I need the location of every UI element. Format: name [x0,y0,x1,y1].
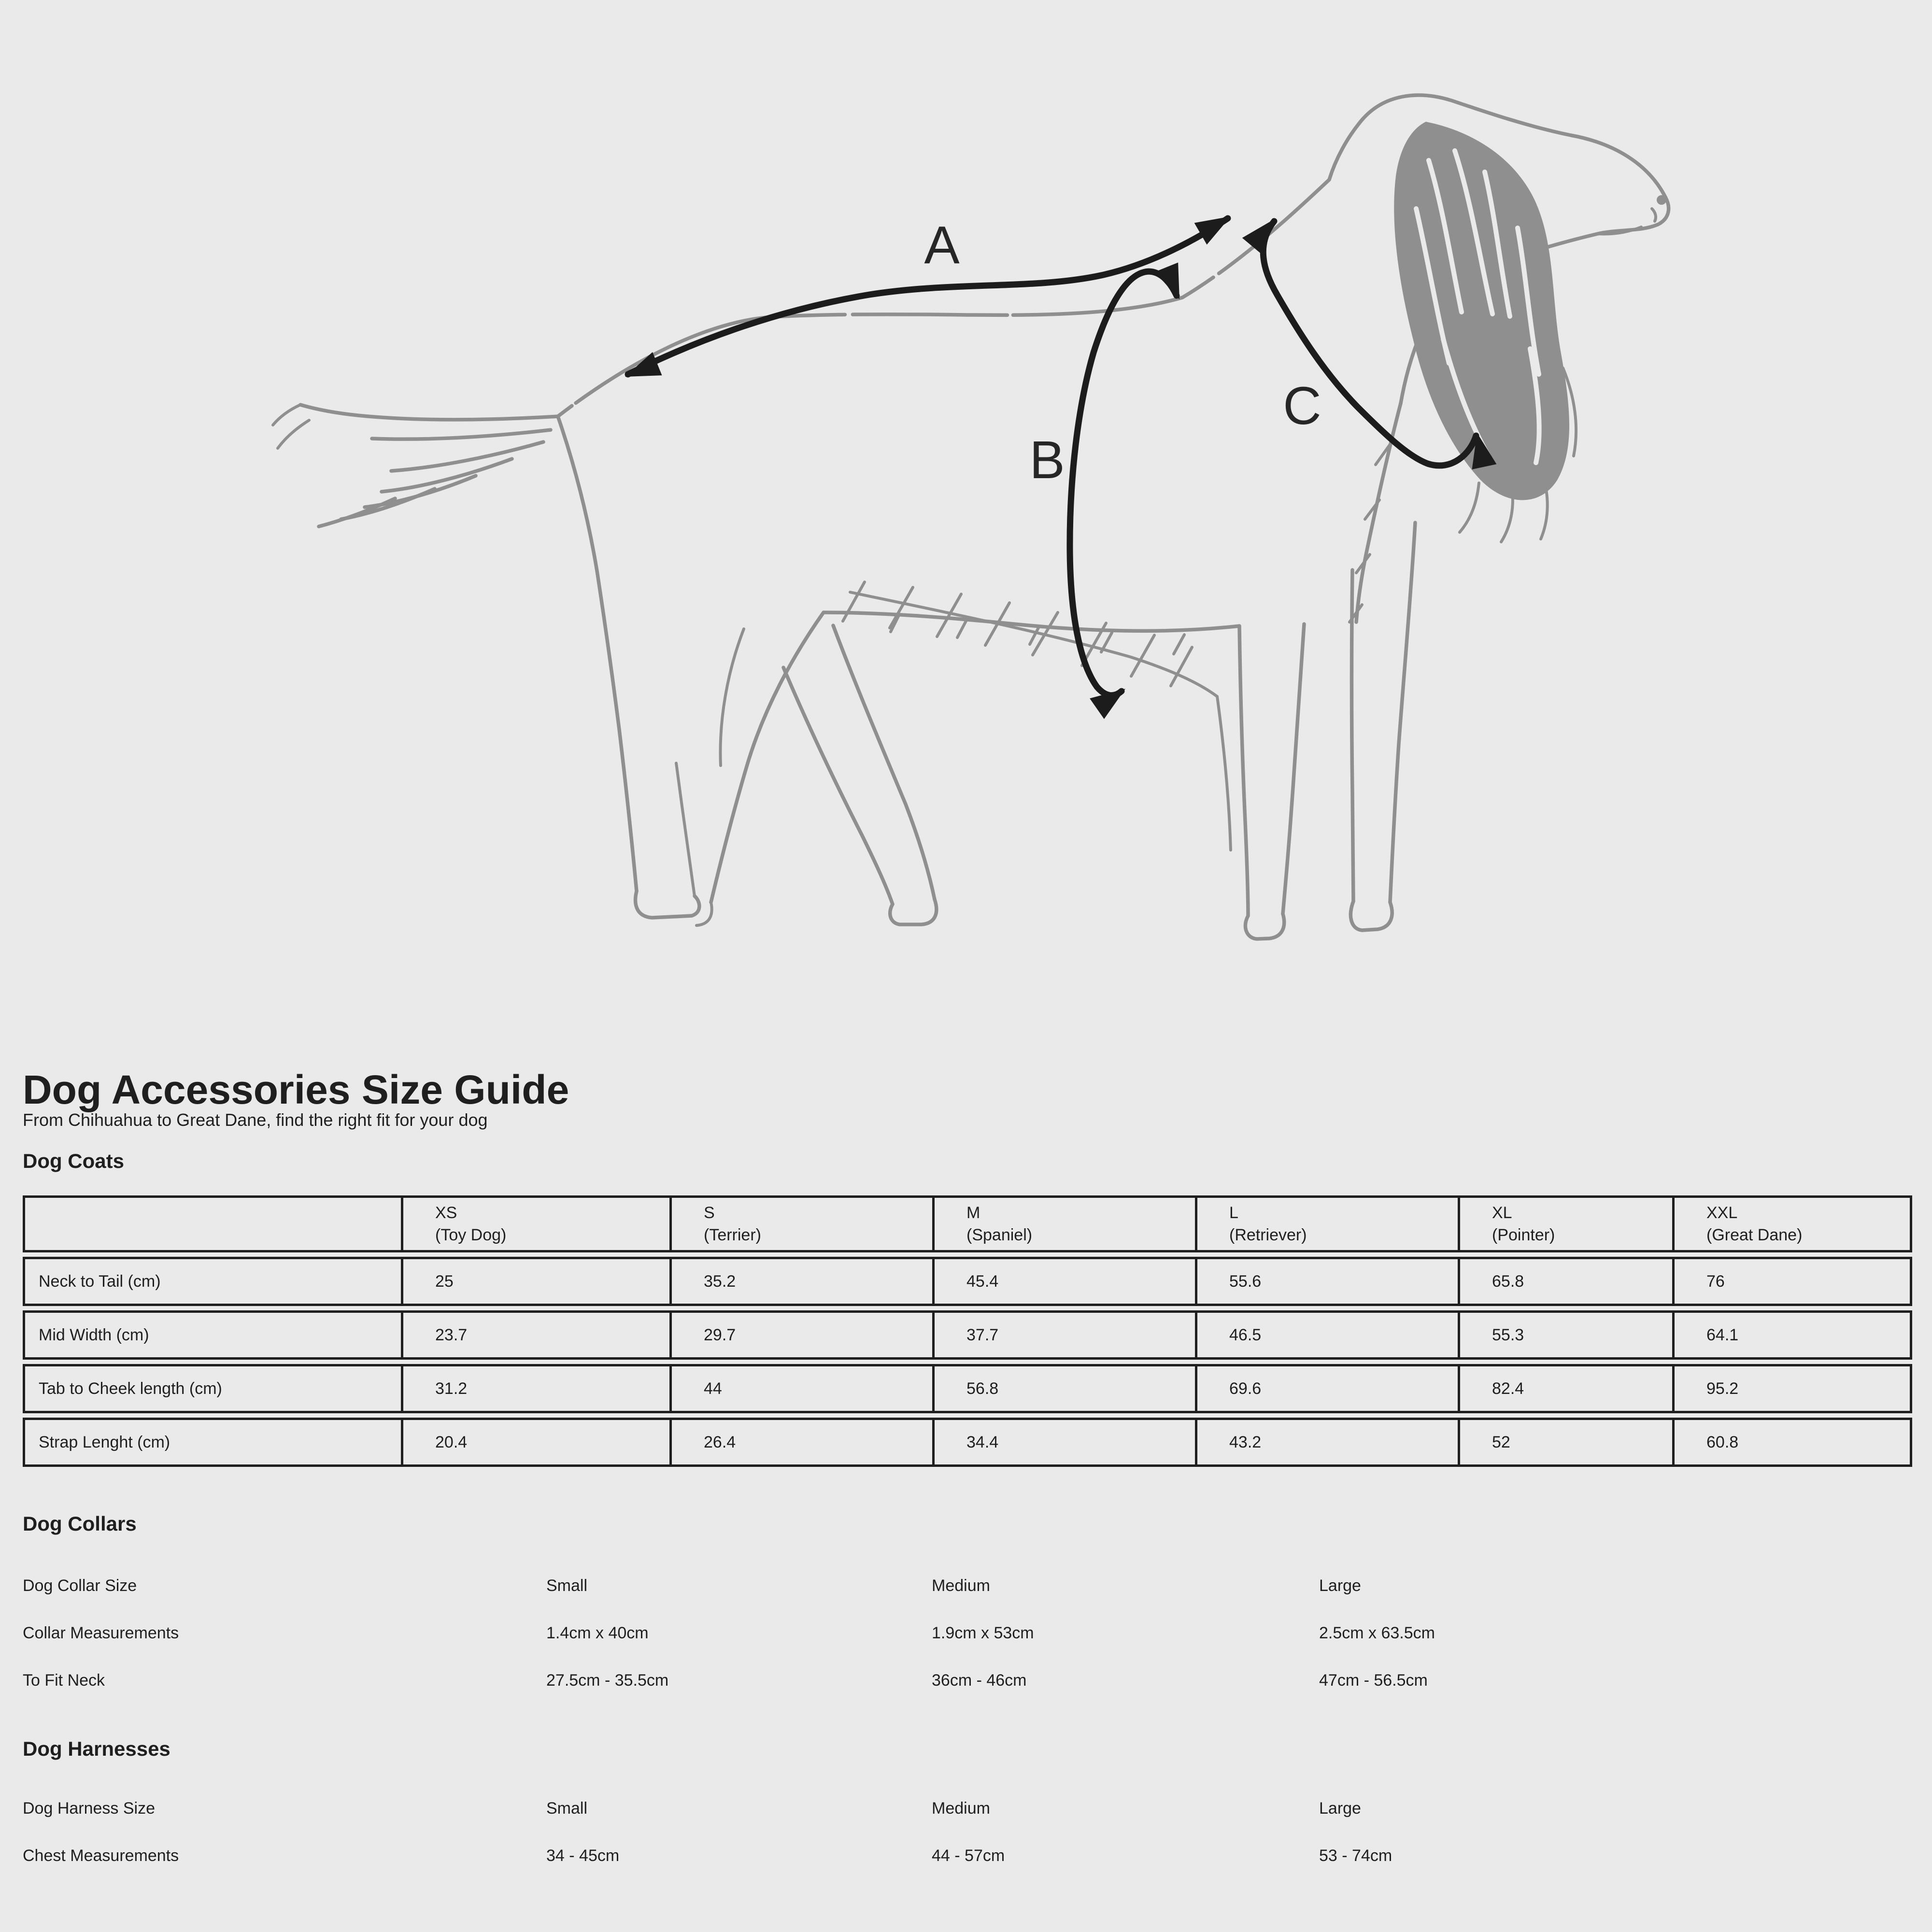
coats-col-header-s [669,1195,932,1252]
cell-value: Small [546,1799,588,1818]
cell-value: 2.5cm x 63.5cm [1319,1624,1435,1642]
cell-value: 35.2 [669,1257,932,1306]
table-row [23,1364,1912,1413]
measurement-arrow-b [1070,263,1191,719]
section-heading-dog-collars: Dog Collars [23,1512,137,1535]
row-label: Mid Width (cm) [23,1310,401,1360]
size-breed: (Spaniel) [966,1226,1033,1244]
list-item [23,1575,1906,1596]
list-item [23,1670,1906,1691]
cell-value: Small [546,1577,588,1595]
size-code: XXL [1706,1204,1738,1222]
table-row [23,1310,1912,1360]
cell-value: 25 [401,1257,669,1306]
cell-value: 52 [1458,1418,1672,1467]
coats-col-header-l [1195,1195,1458,1252]
row-label: Collar Measurements [23,1624,179,1642]
cell-value: 46.5 [1195,1310,1458,1360]
cell-value: 82.4 [1458,1364,1672,1413]
cell-value: 34 - 45cm [546,1847,620,1865]
cell-value: 43.2 [1195,1418,1458,1467]
size-breed: (Toy Dog) [435,1226,507,1244]
cell-value: 1.9cm x 53cm [932,1624,1034,1642]
size-code: L [1229,1204,1238,1222]
coats-header-empty-cell [23,1195,401,1252]
cell-value: 76 [1672,1257,1912,1306]
row-label: Dog Collar Size [23,1577,137,1595]
cell-value: 20.4 [401,1418,669,1467]
cell-value: 65.8 [1458,1257,1672,1306]
size-breed: (Pointer) [1492,1226,1555,1244]
table-row [23,1257,1912,1306]
arrowhead-c-top [1242,211,1284,254]
cell-value: Medium [932,1577,990,1595]
coats-col-header-m [932,1195,1195,1252]
section-heading-dog-coats: Dog Coats [23,1150,124,1172]
cell-value: 53 - 74cm [1319,1847,1392,1865]
list-item [23,1798,1906,1819]
measure-label-c: C [1283,376,1321,436]
page-subtitle: From Chihuahua to Great Dane, find the right fit for your dog [23,1110,488,1130]
page-title: Dog Accessories Size Guide [23,1067,569,1113]
cell-value: 56.8 [932,1364,1195,1413]
measurement-arrows [620,205,1496,719]
cell-value: 64.1 [1672,1310,1912,1360]
coats-col-header-xxl [1672,1195,1912,1252]
size-code: S [704,1204,715,1222]
row-label: Neck to Tail (cm) [23,1257,401,1306]
cell-value: 44 [669,1364,932,1413]
size-code: XS [435,1204,457,1222]
size-code: XL [1492,1204,1512,1222]
dog-nose [1657,195,1666,205]
cell-value: 34.4 [932,1418,1195,1467]
measure-label-b: B [1029,430,1065,490]
coats-col-header-xl [1458,1195,1672,1252]
cell-value: 47cm - 56.5cm [1319,1671,1428,1690]
row-label: Chest Measurements [23,1847,179,1865]
cell-value: 44 - 57cm [932,1847,1005,1865]
row-label: Strap Lenght (cm) [23,1418,401,1467]
cell-value: Large [1319,1577,1361,1595]
cell-value: Medium [932,1799,990,1818]
cell-value: 36cm - 46cm [932,1671,1027,1690]
cell-value: Large [1319,1799,1361,1818]
cell-value: 95.2 [1672,1364,1912,1413]
size-breed: (Great Dane) [1706,1226,1803,1244]
table-row [23,1418,1912,1467]
row-label: To Fit Neck [23,1671,105,1690]
arrowhead-b-top [1155,263,1191,304]
coats-header-row [23,1195,1912,1252]
cell-value: 27.5cm - 35.5cm [546,1671,669,1690]
list-item [23,1622,1906,1644]
measure-label-a: A [924,215,960,275]
section-heading-dog-harnesses: Dog Harnesses [23,1737,170,1760]
dog-silhouette-sketch [273,95,1669,939]
size-code: M [966,1204,980,1222]
cell-value: 23.7 [401,1310,669,1360]
cell-value: 60.8 [1672,1418,1912,1467]
list-item [23,1845,1906,1866]
size-breed: (Terrier) [704,1226,761,1244]
row-label: Tab to Cheek length (cm) [23,1364,401,1413]
cell-value: 1.4cm x 40cm [546,1624,649,1642]
cell-value: 31.2 [401,1364,669,1413]
cell-value: 55.3 [1458,1310,1672,1360]
coats-col-header-xs [401,1195,669,1252]
cell-value: 55.6 [1195,1257,1458,1306]
dog-coats-table [23,1191,1912,1471]
cell-value: 69.6 [1195,1364,1458,1413]
row-label: Dog Harness Size [23,1799,156,1818]
size-breed: (Retriever) [1229,1226,1307,1244]
cell-value: 37.7 [932,1310,1195,1360]
cell-value: 26.4 [669,1418,932,1467]
cell-value: 29.7 [669,1310,932,1360]
cell-value: 45.4 [932,1257,1195,1306]
